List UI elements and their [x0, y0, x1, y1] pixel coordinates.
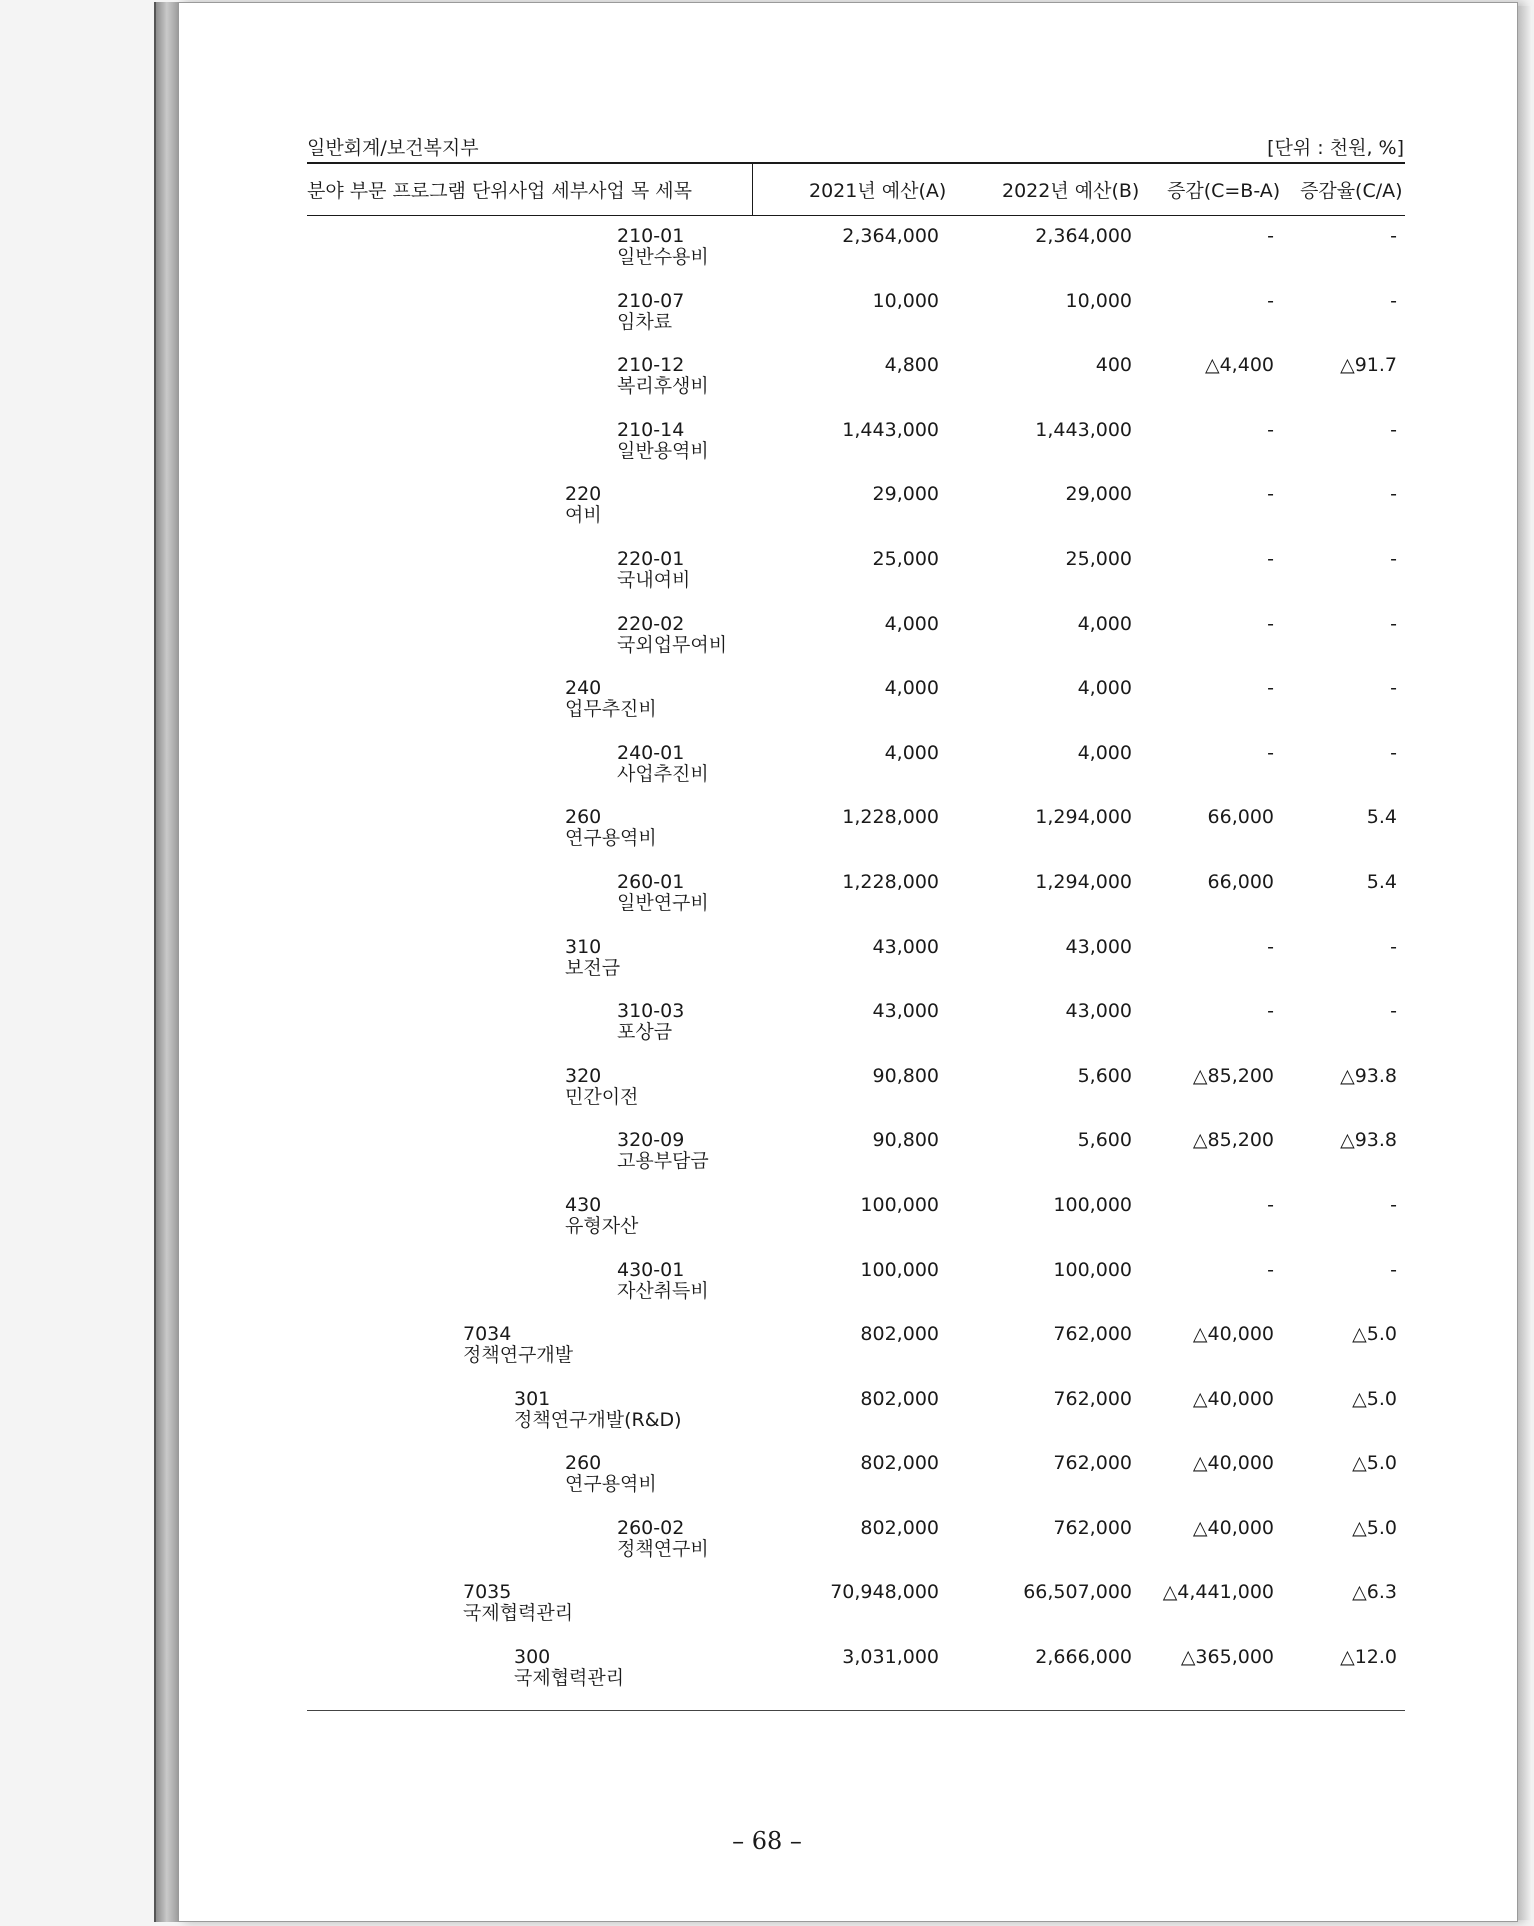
table-row: [307, 1195, 1405, 1260]
unit-note: [단위 : 천원, %]: [1267, 137, 1404, 159]
change-rate-value: -: [1390, 289, 1397, 312]
budget-item-name: 정책연구개발(R&D): [514, 1408, 682, 1431]
change-value: △40,000: [1192, 1452, 1274, 1475]
budget-2022-value: 4,000: [1077, 741, 1132, 764]
budget-item-label: [617, 420, 709, 462]
change-value: -: [1267, 483, 1274, 506]
budget-2022-value: 66,507,000: [1023, 1581, 1132, 1604]
budget-2021-value: 70,948,000: [830, 1581, 939, 1604]
table-row: [307, 1389, 1405, 1454]
budget-2022-value: 762,000: [1053, 1452, 1132, 1475]
change-value: -: [1267, 289, 1274, 312]
table-bottom-rule: [307, 1710, 1405, 1711]
budget-item-code: 7035: [463, 1581, 512, 1604]
change-rate-value: -: [1390, 225, 1397, 247]
budget-item-code: 430-01: [617, 1258, 685, 1281]
table-row: [307, 678, 1405, 743]
budget-2021-value: 1,443,000: [842, 418, 939, 441]
table-row: [307, 1130, 1405, 1195]
change-rate-value: -: [1390, 677, 1397, 700]
budget-item-name: 업무추진비: [565, 698, 657, 721]
change-value: 66,000: [1207, 870, 1274, 893]
table-top-rule: [307, 162, 1405, 164]
table-row: [307, 937, 1405, 1002]
budget-item-label: [565, 678, 657, 720]
budget-2021-value: 4,800: [884, 354, 939, 377]
budget-item-name: 국외업무여비: [617, 633, 728, 656]
table-row: [307, 1324, 1405, 1389]
column-header-budget-2021: 2021년 예산(A): [809, 180, 947, 202]
budget-2022-value: 100,000: [1053, 1258, 1132, 1281]
budget-item-code: 220: [565, 483, 602, 506]
budget-item-label: [617, 614, 727, 656]
budget-item-name: 국제협력관리: [463, 1602, 574, 1625]
budget-2021-value: 802,000: [860, 1323, 939, 1346]
table-row: [307, 1260, 1405, 1325]
change-rate-value: -: [1390, 741, 1397, 764]
budget-item-label: [565, 1195, 638, 1237]
table-header-rule: [307, 215, 1405, 216]
table-row: [307, 549, 1405, 614]
table-row: [307, 291, 1405, 356]
budget-item-label: [617, 872, 709, 914]
budget-2022-value: 29,000: [1065, 483, 1132, 506]
budget-item-code: 320-09: [617, 1129, 685, 1152]
change-rate-value: -: [1390, 935, 1397, 958]
budget-item-code: 260: [565, 1452, 602, 1475]
table-row: [307, 807, 1405, 872]
budget-2022-value: 762,000: [1053, 1387, 1132, 1410]
budget-item-name: 일반용역비: [617, 439, 709, 462]
change-rate-value: 5.4: [1366, 870, 1397, 893]
budget-item-label: [514, 1389, 682, 1431]
table-row: [307, 1518, 1405, 1583]
change-rate-value: △6.3: [1352, 1581, 1397, 1604]
table-row: [307, 1453, 1405, 1518]
change-value: △4,400: [1204, 354, 1274, 377]
change-value: -: [1267, 1258, 1274, 1281]
budget-2022-value: 25,000: [1065, 547, 1132, 570]
budget-2021-value: 10,000: [872, 289, 939, 312]
budget-2022-value: 400: [1095, 354, 1132, 377]
budget-2022-value: 100,000: [1053, 1193, 1132, 1216]
change-value: △40,000: [1192, 1387, 1274, 1410]
budget-2021-value: 100,000: [860, 1258, 939, 1281]
budget-2022-value: 762,000: [1053, 1323, 1132, 1346]
budget-item-label: [617, 743, 709, 785]
budget-item-label: [565, 484, 602, 526]
budget-item-label: [617, 1518, 709, 1560]
page-shadow: [1518, 6, 1532, 1920]
budget-2021-value: 29,000: [872, 483, 939, 506]
change-rate-value: △12.0: [1340, 1646, 1397, 1669]
change-rate-value: △5.0: [1352, 1387, 1397, 1410]
budget-item-code: 220-02: [617, 612, 685, 635]
change-value: -: [1267, 1000, 1274, 1023]
column-divider: [752, 162, 753, 216]
budget-item-code: 210-07: [617, 289, 685, 312]
budget-item-name: 국제협력관리: [514, 1667, 625, 1690]
table-row: [307, 1001, 1405, 1066]
table-row: [307, 1066, 1405, 1131]
budget-item-code: 210-14: [617, 418, 685, 441]
budget-item-name: 보전금: [565, 956, 621, 979]
table-row: [307, 872, 1405, 937]
budget-2022-value: 4,000: [1077, 677, 1132, 700]
budget-2021-value: 4,000: [884, 677, 939, 700]
budget-item-label: [617, 1130, 709, 1172]
budget-item-label: [617, 1260, 709, 1302]
change-value: △85,200: [1192, 1129, 1274, 1152]
table-row: [307, 743, 1405, 808]
budget-item-name: 연구용역비: [565, 1473, 657, 1496]
change-rate-value: -: [1390, 1193, 1397, 1216]
budget-item-name: 국내여비: [617, 568, 691, 591]
budget-2021-value: 4,000: [884, 612, 939, 635]
column-header-change-rate: 증감율(C/A): [1300, 180, 1403, 202]
budget-item-name: 민간이전: [565, 1085, 639, 1108]
budget-2022-value: 4,000: [1077, 612, 1132, 635]
budget-item-name: 임차료: [617, 310, 673, 333]
table-row: [307, 420, 1405, 485]
budget-2021-value: 802,000: [860, 1516, 939, 1539]
change-rate-value: △5.0: [1352, 1452, 1397, 1475]
change-rate-value: △5.0: [1352, 1516, 1397, 1539]
table-row: [307, 1582, 1405, 1647]
change-value: -: [1267, 225, 1274, 247]
budget-item-code: 310: [565, 935, 602, 958]
budget-item-name: 정책연구개발: [463, 1344, 574, 1367]
change-value: -: [1267, 1193, 1274, 1216]
budget-item-code: 240-01: [617, 741, 685, 764]
budget-item-label: [565, 807, 657, 849]
change-value: △85,200: [1192, 1064, 1274, 1087]
page-binding-edge: [154, 2, 180, 1922]
column-header-category: 분야 부문 프로그램 단위사업 세부사업 목 세목: [307, 180, 692, 202]
change-value: -: [1267, 418, 1274, 441]
budget-2021-value: 100,000: [860, 1193, 939, 1216]
budget-item-code: 430: [565, 1193, 602, 1216]
budget-item-name: 복리후생비: [617, 375, 709, 398]
budget-2022-value: 1,294,000: [1035, 806, 1132, 829]
budget-item-label: [617, 291, 684, 333]
change-value: -: [1267, 677, 1274, 700]
change-value: -: [1267, 547, 1274, 570]
budget-item-code: 220-01: [617, 547, 685, 570]
budget-item-label: [565, 1066, 638, 1108]
budget-item-label: [617, 226, 709, 268]
budget-item-name: 사업추진비: [617, 762, 709, 785]
budget-item-code: 300: [514, 1646, 551, 1669]
account-title: 일반회계/보건복지부: [307, 137, 479, 159]
budget-item-label: [617, 355, 709, 397]
budget-2021-value: 802,000: [860, 1387, 939, 1410]
budget-item-name: 여비: [565, 504, 602, 527]
change-value: △40,000: [1192, 1323, 1274, 1346]
budget-2022-value: 762,000: [1053, 1516, 1132, 1539]
budget-2021-value: 90,800: [872, 1064, 939, 1087]
budget-2022-value: 2,364,000: [1035, 225, 1132, 247]
budget-item-name: 일반연구비: [617, 891, 709, 914]
budget-2021-value: 90,800: [872, 1129, 939, 1152]
budget-item-label: [565, 937, 620, 979]
budget-item-name: 유형자산: [565, 1214, 639, 1237]
column-header-change: 증감(C=B-A): [1167, 180, 1281, 202]
change-value: -: [1267, 935, 1274, 958]
budget-2021-value: 3,031,000: [842, 1646, 939, 1669]
budget-2021-value: 1,228,000: [842, 806, 939, 829]
table-row: [307, 226, 1405, 291]
budget-2022-value: 2,666,000: [1035, 1646, 1132, 1669]
change-rate-value: △91.7: [1340, 354, 1397, 377]
budget-2021-value: 2,364,000: [842, 225, 939, 247]
budget-2022-value: 43,000: [1065, 1000, 1132, 1023]
budget-2021-value: 4,000: [884, 741, 939, 764]
table-row: [307, 484, 1405, 549]
budget-item-label: [565, 1453, 657, 1495]
budget-2022-value: 10,000: [1065, 289, 1132, 312]
change-rate-value: 5.4: [1366, 806, 1397, 829]
budget-item-name: 연구용역비: [565, 827, 657, 850]
page-number: – 68 –: [732, 1827, 802, 1855]
table-row: [307, 1647, 1405, 1712]
budget-item-code: 240: [565, 677, 602, 700]
budget-2021-value: 25,000: [872, 547, 939, 570]
budget-item-code: 7034: [463, 1323, 512, 1346]
budget-item-code: 320: [565, 1064, 602, 1087]
change-rate-value: △5.0: [1352, 1323, 1397, 1346]
change-value: △4,441,000: [1162, 1581, 1274, 1604]
budget-item-label: [514, 1647, 624, 1689]
budget-item-name: 정책연구비: [617, 1537, 709, 1560]
budget-2022-value: 1,294,000: [1035, 870, 1132, 893]
budget-2021-value: 802,000: [860, 1452, 939, 1475]
change-value: △40,000: [1192, 1516, 1274, 1539]
budget-item-label: [617, 1001, 684, 1043]
change-rate-value: -: [1390, 483, 1397, 506]
column-header-budget-2022: 2022년 예산(B): [1002, 180, 1140, 202]
table-header-bar: [307, 133, 1404, 161]
budget-item-name: 포상금: [617, 1021, 673, 1044]
budget-item-code: 301: [514, 1387, 551, 1410]
budget-item-code: 210-12: [617, 354, 685, 377]
budget-2022-value: 5,600: [1077, 1064, 1132, 1087]
budget-item-code: 260: [565, 806, 602, 829]
budget-item-name: 고용부담금: [617, 1150, 709, 1173]
change-rate-value: -: [1390, 1000, 1397, 1023]
budget-2021-value: 43,000: [872, 935, 939, 958]
change-rate-value: -: [1390, 612, 1397, 635]
budget-2022-value: 43,000: [1065, 935, 1132, 958]
budget-item-label: [463, 1324, 573, 1366]
budget-2022-value: 1,443,000: [1035, 418, 1132, 441]
change-value: △365,000: [1180, 1646, 1274, 1669]
change-rate-value: -: [1390, 418, 1397, 441]
change-value: 66,000: [1207, 806, 1274, 829]
budget-item-label: [617, 549, 690, 591]
change-rate-value: -: [1390, 1258, 1397, 1281]
budget-2021-value: 43,000: [872, 1000, 939, 1023]
budget-table-body: [307, 226, 1405, 1712]
budget-2021-value: 1,228,000: [842, 870, 939, 893]
budget-item-name: 자산취득비: [617, 1279, 709, 1302]
budget-item-code: 260-02: [617, 1516, 685, 1539]
change-rate-value: -: [1390, 547, 1397, 570]
table-row: [307, 355, 1405, 420]
budget-item-code: 210-01: [617, 225, 685, 247]
change-value: -: [1267, 612, 1274, 635]
budget-item-name: 일반수용비: [617, 246, 709, 268]
change-rate-value: △93.8: [1340, 1064, 1397, 1087]
budget-item-code: 260-01: [617, 870, 685, 893]
change-rate-value: △93.8: [1340, 1129, 1397, 1152]
change-value: -: [1267, 741, 1274, 764]
budget-item-code: 310-03: [617, 1000, 685, 1023]
budget-item-label: [463, 1582, 573, 1624]
budget-2022-value: 5,600: [1077, 1129, 1132, 1152]
table-row: [307, 614, 1405, 679]
